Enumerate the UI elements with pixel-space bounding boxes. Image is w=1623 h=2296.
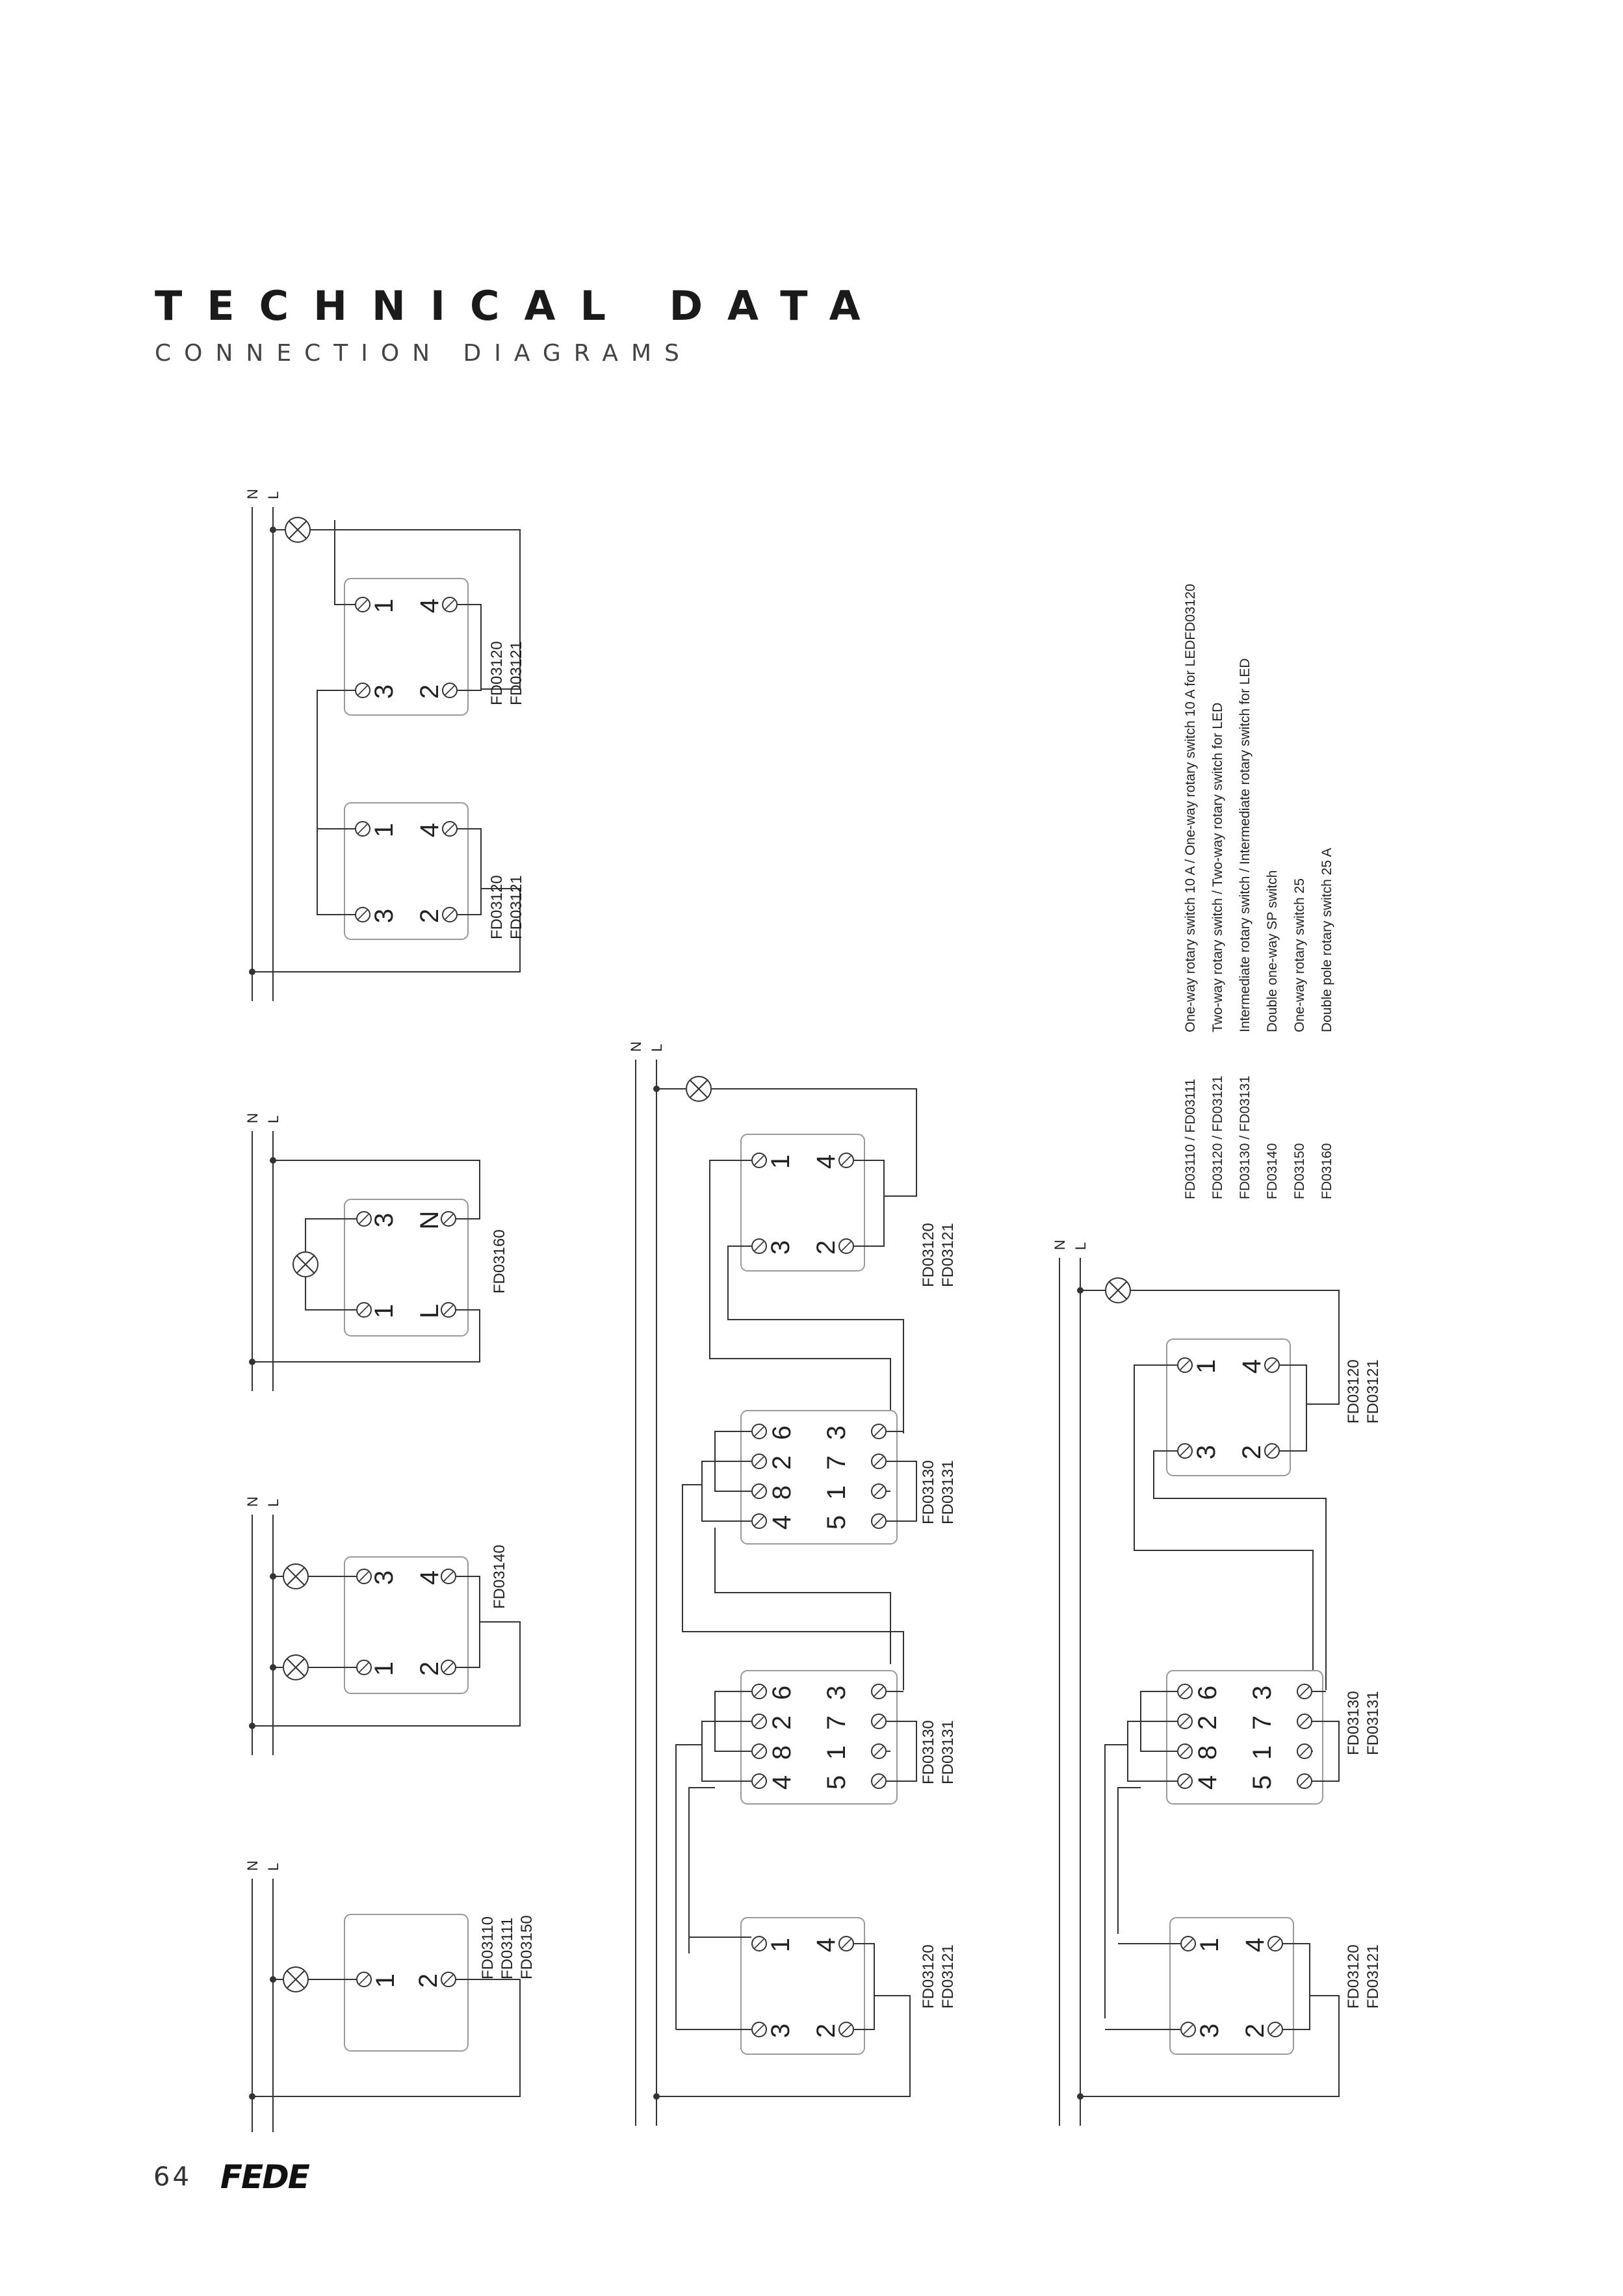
terminal-number: 1	[1248, 1745, 1277, 1760]
terminal-number: 3	[822, 1685, 851, 1701]
product-code-label: FD03120	[488, 875, 506, 939]
terminal-number: 4	[768, 1775, 796, 1790]
wire	[1118, 1788, 1141, 1934]
terminal-number: 2	[768, 1455, 796, 1470]
legend-code: FD03110 / FD03111	[1183, 1078, 1198, 1199]
terminal-number: 7	[822, 1455, 851, 1470]
terminal-number: 2	[415, 908, 444, 924]
terminal-number: 4	[415, 598, 444, 614]
product-code-label: FD03111	[499, 1917, 516, 1979]
page-footer	[153, 2158, 309, 2196]
live-label: L	[649, 1043, 665, 1052]
product-code-label: FD03120	[488, 641, 506, 705]
product-code-label: FD03120	[920, 1944, 937, 2009]
terminal-number: 2	[415, 684, 444, 699]
product-code-label: FD03121	[508, 641, 525, 705]
terminal-number: 5	[822, 1775, 851, 1790]
terminal-number: 1	[370, 1661, 398, 1676]
terminal-number: 6	[768, 1425, 796, 1441]
product-code-label: FD03131	[939, 1720, 957, 1784]
live-label: L	[265, 491, 281, 499]
terminal-number: 3	[370, 1570, 398, 1585]
live-label: L	[265, 1115, 281, 1123]
junction-dot	[1077, 2093, 1084, 2100]
terminal-number: 2	[415, 1661, 444, 1676]
legend-code: FD03140	[1265, 1143, 1280, 1199]
wire	[1306, 1365, 1339, 1404]
product-code-label: FD03120	[920, 1223, 937, 1287]
live-label: L	[1072, 1242, 1089, 1250]
terminal-number: 3	[1195, 2023, 1224, 2039]
wire	[1154, 1451, 1326, 1690]
terminal-number: L	[415, 1303, 444, 1319]
terminal-number: 3	[766, 1240, 795, 1255]
junction-dot	[249, 2093, 255, 2100]
terminal-number: 1	[822, 1485, 851, 1500]
terminal-number: 2	[414, 1973, 443, 1989]
terminal-number: 2	[768, 1715, 796, 1730]
page-subtitle: CONNECTION DIAGRAMS	[155, 340, 692, 367]
wire	[715, 1528, 890, 1664]
page-number: 64	[153, 2162, 192, 2192]
wire	[1105, 1745, 1128, 2018]
product-code-label: FD03130	[920, 1460, 937, 1524]
neutral-label: N	[244, 1860, 261, 1871]
product-code-label: FD03121	[939, 1944, 957, 2009]
terminal-number: 3	[1248, 1685, 1277, 1701]
terminal-number: 1	[370, 822, 398, 838]
terminal-number: 4	[812, 1937, 840, 1953]
terminal-number: 7	[822, 1715, 851, 1730]
terminal-number: 5	[1248, 1775, 1277, 1790]
terminal-number: 4	[812, 1154, 840, 1169]
legend-description: Double one-way SP switch	[1265, 870, 1280, 1032]
terminal-number: 4	[1241, 1937, 1269, 1953]
terminal-number: 3	[1192, 1444, 1221, 1460]
neutral-label: N	[244, 489, 261, 499]
terminal-number: 4	[415, 1570, 444, 1585]
terminal-number: 1	[766, 1154, 795, 1169]
terminal-number: 1	[1192, 1359, 1221, 1374]
terminal-number: 4	[415, 822, 444, 838]
terminal-number: 1	[371, 1973, 400, 1989]
neutral-label: N	[1052, 1240, 1068, 1250]
junction-dot	[249, 1723, 255, 1729]
wire	[728, 1246, 903, 1433]
product-code-label: FD03150	[518, 1915, 536, 1979]
terminal-number: 4	[1193, 1775, 1222, 1790]
terminal-number: 4	[768, 1515, 796, 1530]
product-code-label: FD03121	[1364, 1359, 1382, 1424]
terminal-number: 2	[1238, 1444, 1266, 1460]
product-code-label: FD03160	[491, 1229, 508, 1294]
neutral-label: N	[244, 1496, 261, 1507]
legend-description: Double pole rotary switch 25 A	[1319, 848, 1334, 1032]
terminal-number: 8	[768, 1745, 796, 1760]
live-label: L	[265, 1862, 281, 1871]
live-label: L	[265, 1498, 281, 1507]
product-code-label: FD03130	[920, 1720, 937, 1784]
terminal-number: 1	[766, 1937, 795, 1953]
terminal-number: 2	[812, 1240, 840, 1255]
terminal-number: 8	[1193, 1745, 1222, 1760]
neutral-label: N	[244, 1113, 261, 1123]
product-code-label: FD03121	[508, 875, 525, 939]
junction-dot	[270, 1157, 276, 1164]
terminal-number: 1	[370, 598, 398, 614]
junction-dot	[653, 2093, 660, 2100]
page-title: TECHNICAL DATA	[155, 282, 885, 330]
terminal-number: 3	[766, 2023, 795, 2039]
terminal-number: 6	[768, 1685, 796, 1701]
terminal-number: 5	[822, 1515, 851, 1530]
product-code-label: FD03131	[939, 1460, 957, 1524]
legend-code: FD03150	[1292, 1143, 1307, 1199]
legend-description: One-way rotary switch 10 A / One-way rotary switch 10 A for LEDFD03120	[1183, 584, 1198, 1032]
product-code-label: FD03121	[1364, 1944, 1382, 2009]
terminal-number: 3	[370, 684, 398, 699]
product-code-label: FD03110	[479, 1916, 497, 1979]
legend-description: Intermediate rotary switch / Intermediate rotary switch for LED	[1238, 658, 1253, 1032]
legend-code: FD03130 / FD03131	[1238, 1075, 1253, 1199]
terminal-number: 2	[1193, 1715, 1222, 1730]
terminal-number: N	[415, 1210, 444, 1230]
wire	[689, 1788, 715, 1953]
wire	[884, 1160, 916, 1196]
brand-logo: FEDE	[220, 2158, 309, 2196]
junction-dot	[249, 969, 255, 975]
product-code-label: FD03120	[1345, 1944, 1362, 2009]
legend-description: Two-way rotary switch / Two-way rotary switch for LED	[1210, 702, 1225, 1032]
terminal-number: 3	[370, 908, 398, 924]
terminal-number: 3	[370, 1212, 398, 1228]
terminal-number: 8	[768, 1485, 796, 1500]
junction-dot	[249, 1359, 255, 1365]
terminal-number: 1	[370, 1303, 398, 1319]
legend-code: FD03160	[1319, 1143, 1334, 1199]
terminal-number: 7	[1248, 1715, 1277, 1730]
terminal-number: 1	[1195, 1937, 1224, 1953]
product-code-label: FD03140	[491, 1545, 508, 1609]
terminal-number: 6	[1193, 1685, 1222, 1701]
legend-description: One-way rotary switch 25	[1292, 878, 1307, 1032]
product-code-label: FD03121	[939, 1223, 957, 1287]
product-code-label: FD03120	[1345, 1359, 1362, 1424]
terminal-number: 4	[1238, 1359, 1266, 1374]
neutral-label: N	[628, 1041, 644, 1052]
product-code-label: FD03130	[1345, 1691, 1362, 1755]
terminal-number: 1	[822, 1745, 851, 1760]
terminal-number: 3	[822, 1425, 851, 1441]
terminal-number: 2	[812, 2023, 840, 2039]
terminal-number: 2	[1241, 2023, 1269, 2039]
product-code-label: FD03131	[1364, 1691, 1382, 1755]
legend-code: FD03120 / FD03121	[1210, 1075, 1225, 1199]
